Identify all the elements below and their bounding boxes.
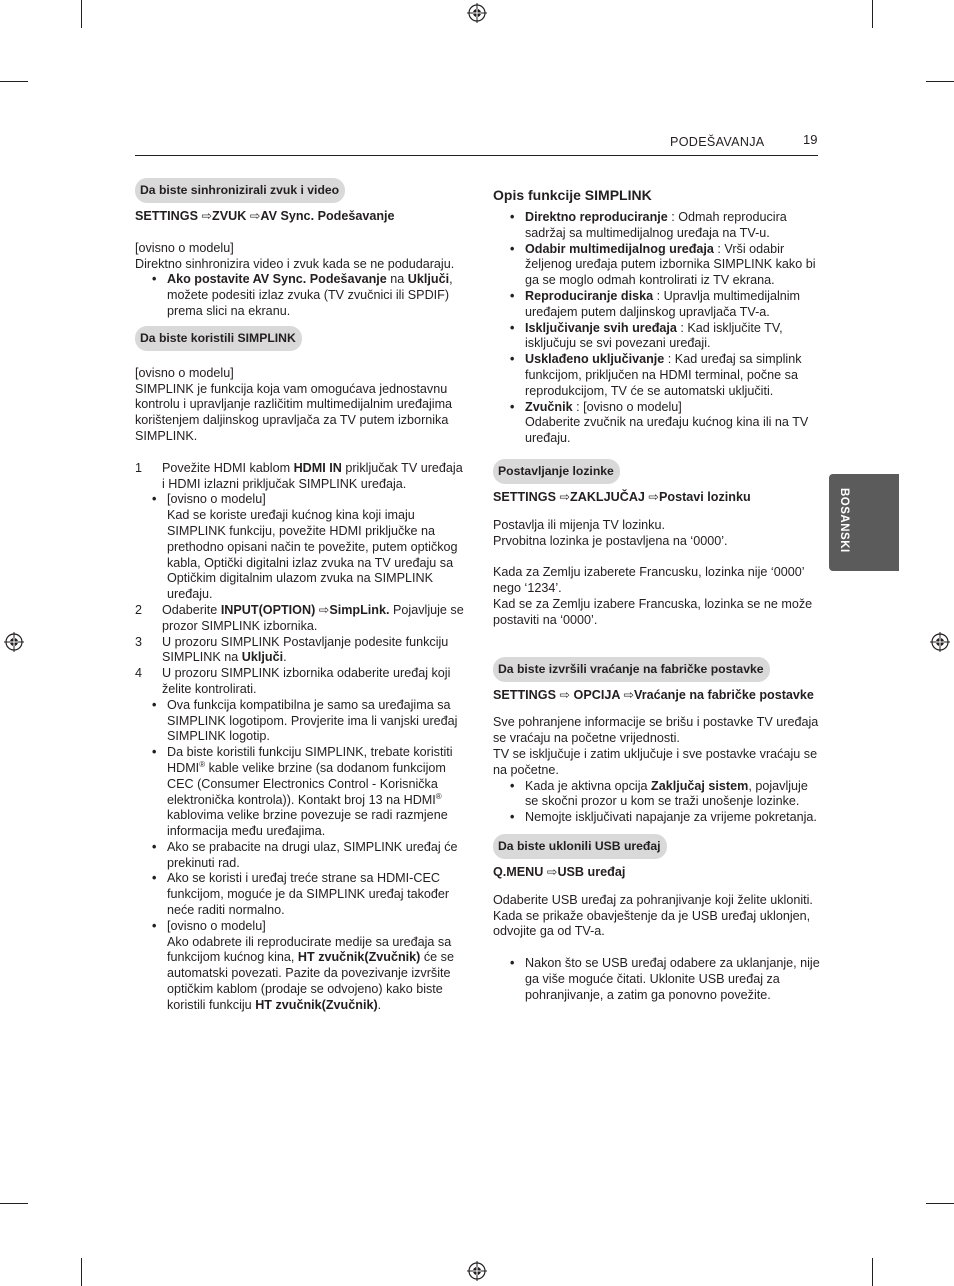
menu-path-factory-reset bbox=[493, 688, 823, 704]
list-item: • Nakon što se USB uređaj odabere za uklanjanje, nije ga više moguće čitati. Uklonite USB uređaj za pohranjivanje, a zatim ga ponovno povežite. bbox=[493, 956, 823, 1003]
crop-mark bbox=[81, 0, 82, 28]
text: Odaberite bbox=[162, 602, 221, 617]
bold-text: HT zvučnik(Zvučnik) bbox=[297, 950, 421, 965]
list-item bbox=[493, 779, 823, 811]
list-item bbox=[162, 745, 465, 840]
path-segment: AV Sync. Podešavanje bbox=[260, 209, 395, 223]
text: Pojavljuje se prozor SIMPLINK izbornika. bbox=[162, 602, 464, 633]
list-item bbox=[135, 635, 465, 667]
path-segment: Vraćanje na fabričke postavke bbox=[634, 687, 814, 702]
arrow-right-icon: ⇨ bbox=[623, 687, 635, 702]
menu-path-password bbox=[493, 490, 823, 506]
step-number: 3 bbox=[135, 634, 143, 649]
list-item: • Ako se prabacite na drugi ulaz, SIMPLINK uređaj će prekinuti rad. bbox=[162, 840, 465, 872]
path-segment: SETTINGS bbox=[493, 687, 556, 702]
list-item bbox=[135, 461, 465, 603]
arrow-right-icon: ⇨ bbox=[559, 489, 571, 504]
list-item bbox=[493, 352, 823, 399]
list-item: • [ovisno o modelu] Kad se koriste uređaji kućnog kina koji imaju SIMPLINK funkciju, povežite HDMI priključke na prethodno opisani način te povežite, putem optičkog kabla, Optički digitalni izlaz zvuka na TV uređaju sa Optičkim digitalnim ulazom zvuka na SIMPLINK uređaju. bbox=[162, 492, 465, 603]
registration-mark-icon bbox=[467, 3, 487, 23]
text: kablovima velike brzine povezuje se radi razmjene informacija među uređajima. bbox=[167, 808, 448, 839]
step-number: 4 bbox=[135, 666, 143, 681]
bold-text: Ako postavite AV Sync. Podešavanje bbox=[167, 272, 387, 287]
section-pill-password: Postavljanje lozinke bbox=[493, 459, 620, 484]
text: Da biste koristili funkciju SIMPLINK, trebate koristiti HDMI bbox=[167, 745, 453, 775]
path-segment: OPCIJA bbox=[573, 687, 620, 702]
crop-mark bbox=[926, 81, 954, 82]
simplink-steps bbox=[135, 461, 465, 1014]
model-note: [ovisno o modelu] bbox=[135, 240, 234, 255]
crop-mark bbox=[0, 81, 28, 82]
bold-text: SimpLink. bbox=[329, 602, 390, 617]
text: Povežite HDMI kablom bbox=[162, 460, 294, 475]
model-note: [ovisno o modelu] bbox=[135, 365, 234, 380]
menu-path-av-sync bbox=[135, 209, 465, 225]
text: Kada je aktivna opcija bbox=[525, 778, 652, 793]
right-column bbox=[493, 186, 823, 1003]
arrow-right-icon: ⇨ bbox=[201, 209, 213, 223]
path-segment: SETTINGS bbox=[135, 209, 198, 223]
crop-mark bbox=[81, 1258, 82, 1286]
language-tab-label: BOSANSKI bbox=[837, 488, 850, 553]
registration-mark-icon bbox=[930, 632, 950, 652]
bold-text: HDMI IN bbox=[293, 460, 342, 475]
registration-mark-icon bbox=[4, 632, 24, 652]
list-item bbox=[135, 272, 465, 319]
text: na bbox=[386, 272, 408, 287]
av-sync-description: Direktno sinhronizira video i zvuk kada se ne podudaraju. bbox=[135, 256, 455, 271]
text: : Odmah reproducira sadržaj sa multimedijalnog uređaja na TV-u. bbox=[525, 210, 787, 240]
language-side-tab bbox=[829, 474, 899, 571]
factory-reset-description: Sve pohranjene informacije se brišu i postavke TV uređaja se vraćaju na početne vrijednosti. TV se isključuje i zatim uključuje i sve postavke vraćaju se na početne. bbox=[493, 715, 819, 777]
list-item bbox=[493, 321, 823, 353]
left-column bbox=[135, 178, 465, 1014]
list-item bbox=[493, 400, 823, 447]
text: . bbox=[283, 650, 287, 665]
registration-mark-icon bbox=[467, 1261, 487, 1281]
text: , možete podesiti izlaz zvuka (TV zvučnici ili SPDIF) prema slici na ekranu. bbox=[167, 272, 453, 318]
text: : Upravlja multimedijalnim uređajem putem daljinskog upravljača TV-a. bbox=[525, 288, 801, 319]
section-pill-factory-reset: Da biste izvršili vraćanje na fabričke postavke bbox=[493, 657, 770, 682]
text: priključak TV uređaja i HDMI izlazni priključak SIMPLINK uređaja. bbox=[162, 460, 463, 491]
text: : Kad isključite TV, isključuju se svi povezani uređaji. bbox=[525, 320, 783, 351]
list-item bbox=[135, 603, 465, 635]
bold-text: Zaključaj sistem bbox=[651, 778, 749, 793]
bold-text: INPUT(OPTION) bbox=[220, 602, 316, 617]
registered-mark: ® bbox=[435, 791, 442, 801]
arrow-right-icon: ⇨ bbox=[559, 687, 571, 702]
bold-text: Direktno reproduciranje bbox=[525, 210, 668, 224]
text: : [ovisno o modelu] Odaberite zvučnik na uređaju kućnog kina ili na TV uređaju. bbox=[525, 399, 809, 446]
bold-text: Uključi bbox=[241, 650, 284, 665]
bold-text: Zvučnik bbox=[525, 399, 573, 414]
text: će se automatski povezati. Pazite da povezivanje izvršite optičkim kablom (prodaje se odvojeno) kako biste koristili funkciju bbox=[167, 950, 454, 1012]
path-segment: Postavi lozinku bbox=[658, 489, 751, 504]
section-pill-simplink: Da biste koristili SIMPLINK bbox=[135, 326, 302, 351]
arrow-right-icon: ⇨ bbox=[249, 209, 261, 223]
bold-text: Usklađeno uključivanje bbox=[525, 352, 665, 367]
text: [ovisno o modelu] Ako odabrete ili reproducirate medije sa uređaja sa funkcijom kućnog kina, bbox=[167, 918, 452, 965]
step-number: 1 bbox=[135, 460, 143, 475]
path-segment: ZVUK bbox=[212, 209, 247, 223]
header-divider bbox=[135, 155, 818, 156]
list-item bbox=[135, 666, 465, 1014]
bold-text: Odabir multimedijalnog uređaja bbox=[525, 241, 714, 256]
section-title-simplink-functions: Opis funkcije SIMPLINK bbox=[493, 187, 652, 203]
list-item: • Nemojte isključivati napajanje za vrijeme pokretanja. bbox=[493, 810, 823, 826]
crop-mark bbox=[872, 0, 873, 28]
list-item bbox=[493, 242, 823, 289]
path-segment: SETTINGS bbox=[493, 489, 556, 504]
text: : Vrši odabir željenog uređaja putem izbornika SIMPLINK kako bi ga se moglo odmah kontrolirati iz TV ekrana. bbox=[525, 241, 816, 288]
bold-text: HT zvučnik(Zvučnik) bbox=[255, 997, 378, 1012]
crop-mark bbox=[872, 1258, 873, 1286]
list-item bbox=[493, 289, 823, 321]
arrow-right-icon: ⇨ bbox=[648, 489, 659, 504]
arrow-right-icon: ⇨ bbox=[546, 864, 558, 879]
menu-path-usb bbox=[493, 865, 823, 881]
bold-text: Uključi bbox=[407, 272, 450, 287]
crop-mark bbox=[0, 1203, 28, 1204]
list-item bbox=[493, 210, 823, 242]
password-description: Postavlja ili mijenja TV lozinku. Prvobitna lozinka je postavljena na ‘0000’. bbox=[493, 517, 728, 548]
simplink-description: SIMPLINK je funkcija koja vam omogućava jednostavnu kontrolu i upravljanje različitim multimedijalnim uređajima korištenjem daljinskog upravljača za TV putem izbornika SIMPLINK. bbox=[135, 381, 453, 443]
path-segment: ZAKLJUČAJ bbox=[570, 489, 645, 504]
list-item bbox=[162, 919, 465, 1014]
path-segment: USB uređaj bbox=[557, 864, 626, 879]
path-segment: Q.MENU bbox=[493, 864, 544, 879]
text: , pojavljuje se skočni prozor u kom se traži unošenje lozinke. bbox=[525, 778, 808, 809]
section-pill-usb-remove: Da biste uklonili USB uređaj bbox=[493, 834, 667, 859]
text: kable velike brzine (sa dodanom funkcijom CEC (Consumer Electronics Control - Korisnička elektronička kontrola)). Kontakt broj 13 na HDMI bbox=[167, 760, 446, 807]
text: U prozoru SIMPLINK Postavljanje podesite funkciju SIMPLINK na bbox=[162, 634, 449, 665]
text: : Kad uređaj sa simplink funkcijom, priključen na HDMI terminal, počne sa reprodukcijom, TV će se automatski uključiti. bbox=[525, 352, 802, 398]
arrow-right-icon: ⇨ bbox=[318, 602, 330, 617]
list-item: • Ako se koristi i uređaj treće strane sa HDMI-CEC funkcijom, moguće je da SIMPLINK uređaj također neće raditi normalno. bbox=[162, 871, 465, 918]
usb-description: Odaberite USB uređaj za pohranjivanje koji želite ukloniti. Kada se prikaže obavještenje da je USB uređaj uklonjen, odvojite ga od TV-a. bbox=[493, 892, 813, 939]
simplink-function-list bbox=[493, 210, 823, 447]
text: . bbox=[377, 997, 382, 1012]
step-number: 2 bbox=[135, 602, 143, 617]
bold-text: Isključivanje svih uređaja bbox=[525, 320, 677, 335]
bold-text: Reproduciranje diska bbox=[525, 288, 654, 303]
page-number: 19 bbox=[803, 132, 818, 147]
registered-mark: ® bbox=[199, 759, 206, 769]
password-country-note: Kada za Zemlju izaberete Francusku, lozinka nije ‘0000’ nego ‘1234’. Kad se za Zemlju izabere Francuska, lozinka se ne može postaviti na ‘0000’. bbox=[493, 565, 813, 627]
section-pill-av-sync: Da biste sinhronizirali zvuk i video bbox=[135, 178, 345, 203]
running-header-section: PODEŠAVANJA bbox=[670, 135, 765, 149]
crop-mark bbox=[926, 1203, 954, 1204]
text: U prozoru SIMPLINK izbornika odaberite uređaj koji želite kontrolirati. bbox=[162, 666, 451, 696]
list-item: • Ova funkcija kompatibilna je samo sa uređajima sa SIMPLINK logotipom. Provjerite ima li vanjski uređaj SIMPLINK logotip. bbox=[162, 698, 465, 745]
